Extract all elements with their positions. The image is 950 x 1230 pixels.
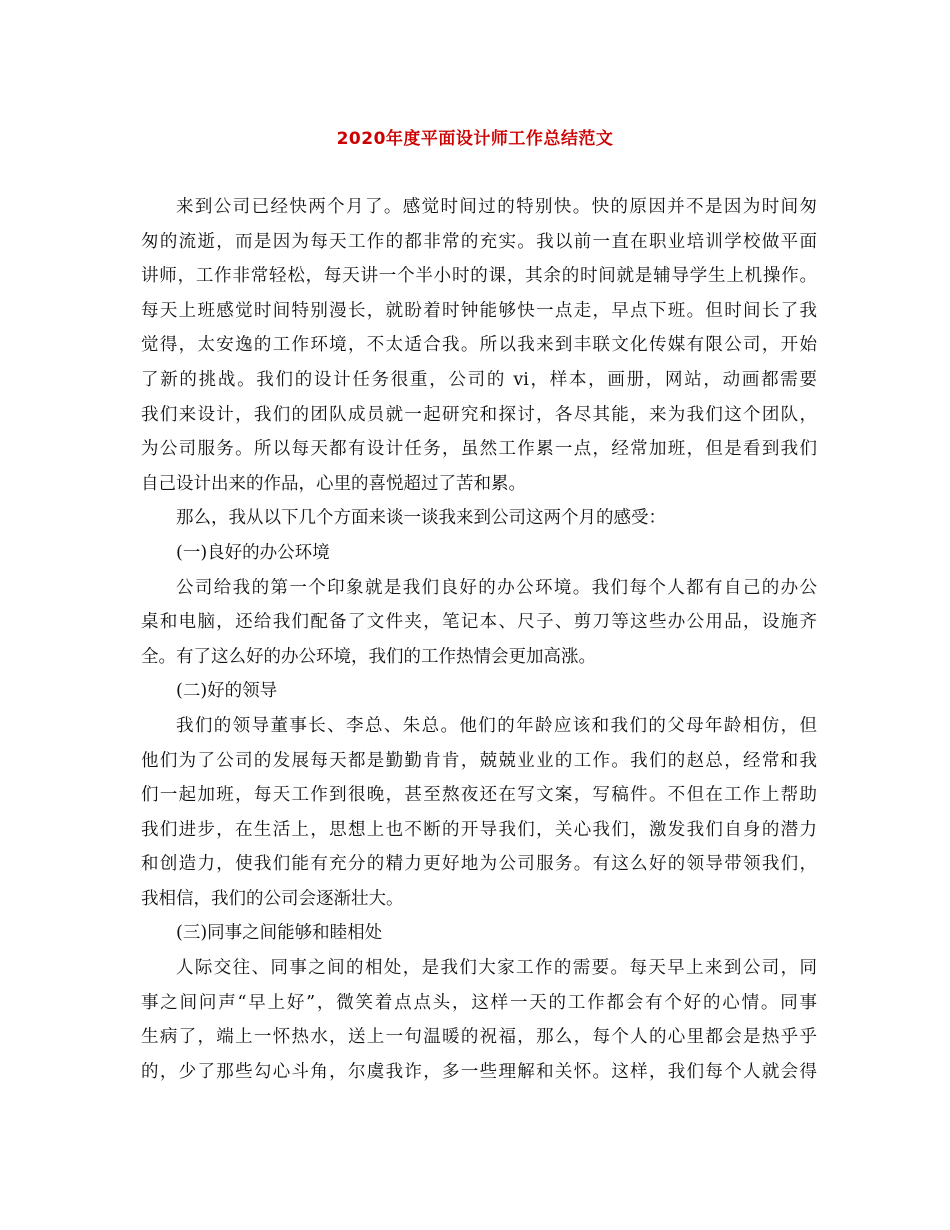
document-body: [141, 190, 817, 1089]
page-title: 2020年度平面设计师工作总结范文: [336, 129, 614, 149]
text-line: 他们为了公司的发展每天都是勤勤肯肯，兢兢业业的工作。我们的赵总，经常和我: [141, 750, 817, 771]
text-line: 公司给我的第一个印象就是我们良好的办公环境。我们每个人都有自己的办公: [176, 577, 817, 598]
text-line: 全。有了这么好的办公环境，我们的工作热情会更加高涨。: [141, 646, 596, 667]
text-line: 每天上班感觉时间特别漫长，就盼着时钟能够快一点走，早点下班。但时间长了我: [141, 300, 817, 321]
text-line: 和创造力，使我们能有充分的精力更好地为公司服务。有这么好的领导带领我们，: [141, 854, 817, 875]
text-line: 了新的挑战。我们的设计任务很重，公司的 vi，样本，画册，网站，动画都需要: [141, 369, 817, 390]
text-line: 的，少了那些勾心斗角，尔虞我诈，多一些理解和关怀。这样，我们每个人就会得: [141, 1061, 817, 1082]
text-line: 我们来设计，我们的团队成员就一起研究和探讨，各尽其能，来为我们这个团队，: [141, 404, 817, 425]
text-line: (二)好的领导: [176, 681, 278, 702]
text-line: 我们进步，在生活上，思想上也不断的开导我们，关心我们，激发我们自身的潜力: [141, 819, 817, 840]
text-line: 讲师，工作非常轻松，每天讲一个半小时的课，其余的时间就是辅导学生上机操作。: [141, 266, 817, 287]
text-line: 我们的领导董事长、李总、朱总。他们的年龄应该和我们的父母年龄相仿，但: [176, 715, 817, 736]
text-line: 事之间问声“早上好”，微笑着点点头，这样一天的工作都会有个好的心情。同事: [141, 992, 817, 1013]
text-line: 匆的流逝，而是因为每天工作的都非常的充实。我以前一直在职业培训学校做平面: [141, 231, 817, 252]
text-line: 那么，我从以下几个方面来谈一谈我来到公司这两个月的感受：: [176, 508, 666, 529]
text-line: 自己设计出来的作品，心里的喜悦超过了苦和累。: [141, 473, 526, 494]
text-line: 我相信，我们的公司会逐渐壮大。: [141, 888, 404, 909]
text-line: 人际交往、同事之间的相处，是我们大家工作的需要。每天早上来到公司，同: [176, 958, 817, 979]
text-line: (一)良好的办公环境: [176, 542, 330, 563]
text-line: 来到公司已经快两个月了。感觉时间过的特别快。快的原因并不是因为时间匆: [176, 197, 817, 217]
text-line: (三)同事之间能够和睦相处: [176, 923, 383, 944]
text-line: 桌和电脑，还给我们配备了文件夹，笔记本、尺子、剪刀等这些办公用品，设施齐: [141, 612, 817, 633]
text-line: 觉得，太安逸的工作环境，不太适合我。所以我来到丰联文化传媒有限公司，开始: [141, 335, 817, 356]
text-line: 生病了，端上一怀热水，送上一句温暖的祝福，那么，每个人的心里都会是热乎乎: [141, 1027, 817, 1048]
text-line: 们一起加班，每天工作到很晚，甚至熬夜还在写文案，写稿件。不但在工作上帮助: [141, 785, 817, 806]
text-line: 为公司服务。所以每天都有设计任务，虽然工作累一点，经常加班，但是看到我们: [141, 439, 817, 460]
